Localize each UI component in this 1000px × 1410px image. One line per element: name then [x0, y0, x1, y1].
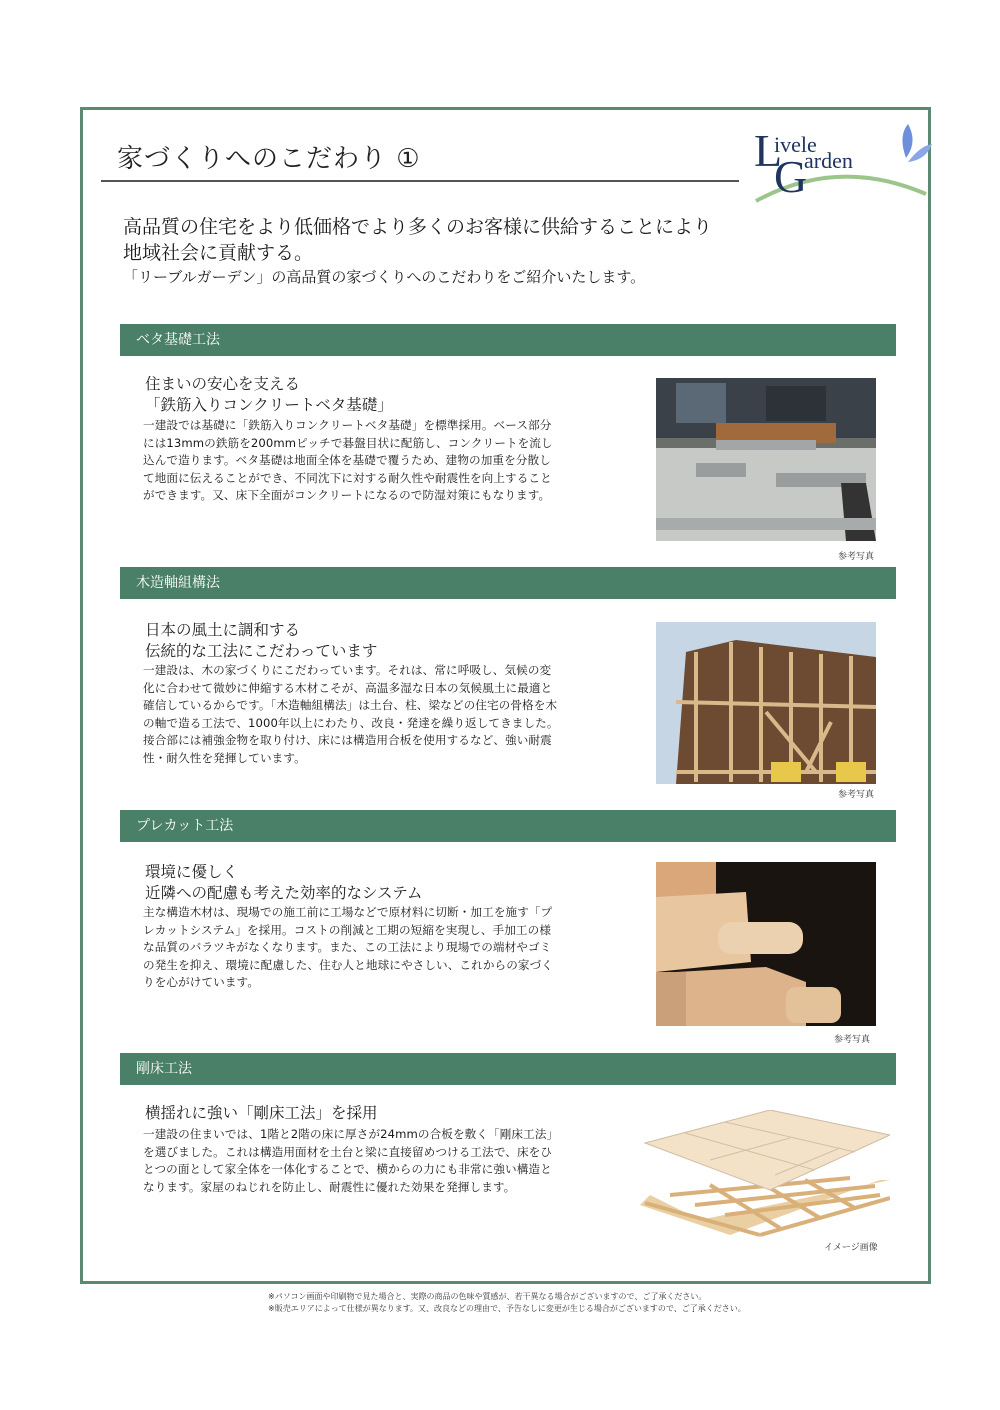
lead-line-1: 横揺れに強い「剛床工法」を採用 — [145, 1104, 378, 1122]
section-heading-precut: プレカット工法 — [120, 810, 896, 842]
page-title: 家づくりへのこだわり ① — [117, 144, 421, 174]
lead-line-1: 住まいの安心を支える — [145, 375, 301, 393]
section-body: 主な構造木材は、現場での施工前に工場などで原材料に切断・加工を施す「プレカットシステム」を採用。コストの削減と工期の短縮を実現し、手加工の様な品質のバラツキがなくなります。また、この工法により現場での端材やゴミの発生を抑え、環境に配慮した、住む人と地球にやさしい、これからの家づくりを心がけています。 — [143, 905, 553, 990]
svg-text:L: L — [754, 125, 783, 176]
precut-timber-photo — [656, 862, 876, 1026]
section-heading-rigid-floor: 剛床工法 — [120, 1053, 896, 1085]
section-heading-wooden-frame: 木造軸組構法 — [120, 567, 896, 599]
wooden-frame-construction-photo — [656, 622, 876, 784]
intro-text — [123, 214, 712, 288]
lead-line-2: 「鉄筋入りコンクリートベタ基礎」 — [145, 396, 393, 414]
lead-line-2: 伝統的な工法にこだわっています — [145, 642, 378, 660]
intro-line-3: 「リーブルガーデン」の高品質の家づくりへのこだわりをご紹介いたします。 — [123, 268, 646, 286]
section-heading-beta-foundation: ベタ基礎工法 — [120, 324, 896, 356]
title-underline — [101, 180, 739, 182]
lead-line-1: 環境に優しく — [145, 863, 239, 881]
livele-garden-logo — [748, 116, 934, 206]
section-body: 一建設では基礎に「鉄筋入りコンクリートベタ基礎」を標準採用。ベース部分には13mmの鉄筋を200mmピッチで碁盤目状に配筋し、コンクリートを流し込んで造ります。ベタ基礎は地面全体を基礎で覆うため、建物の加重を分散して地面に伝えることができ、不同沈下に対する耐久性や耐震性を向上することができます。又、床下全面がコンクリートになるので防湿対策にもなります。 — [143, 418, 553, 503]
rigid-floor-diagram — [640, 1110, 890, 1238]
lead-line-2: 近隣への配慮も考えた効率的なシステム — [145, 884, 423, 902]
section-lead — [145, 862, 422, 904]
section-lead — [145, 620, 377, 662]
section-body: 一建設は、木の家づくりにこだわっています。それは、常に呼吸し、気候の変化に合わせて微妙に伸縮する木材こそが、高温多湿な日本の気候風土に最適と確信しているからです。「木造軸組構法」は土台、柱、梁などの住宅の骨格を木の軸で造る工法で、1000年以上にわたり、改良・発達を繰り返してきました。接合部には補強金物を取り付け、床には構造用合板を使用するなど、強い耐震性・耐久性を発揮しています。 — [143, 663, 559, 765]
footnote-2: ※販売エリアによって仕様が異なります。又、改良などの理由で、予告なしに変更が生じる場合がございますので、ご了承ください。 — [268, 1304, 746, 1313]
concrete-foundation-photo — [656, 378, 876, 541]
image-caption: イメージ画像 — [824, 1243, 878, 1253]
svg-text:G: G — [774, 151, 808, 202]
svg-text:arden: arden — [804, 148, 853, 173]
section-lead — [145, 1103, 378, 1124]
photo-caption: 参考写真 — [838, 790, 875, 800]
intro-line-1: 高品質の住宅をより低価格でより多くのお客様に供給することにより — [123, 216, 713, 238]
section-body: 一建設の住まいでは、1階と2階の床に厚さが24mmの合板を敷く「剛床工法」を選びました。これは構造用面材を土台と梁に直接留めつける工法で、床をひとつの面として家全体を一体化することで、横からの力にも非常に強い構造となります。家屋のねじれを防止し、耐震性に優れた効果を発揮します。 — [143, 1127, 559, 1194]
intro-line-2: 地域社会に貢献する。 — [123, 242, 314, 264]
photo-caption: 参考写真 — [834, 1035, 871, 1045]
photo-caption: 参考写真 — [838, 552, 875, 562]
footnote-1: ※パソコン画面や印刷物で見た場合と、実際の商品の色味や質感が、若干異なる場合がございますので、ご了承ください。 — [268, 1292, 707, 1301]
section-lead — [145, 374, 393, 416]
svg-text:ivele: ivele — [774, 132, 817, 157]
lead-line-1: 日本の風土に調和する — [145, 621, 301, 639]
